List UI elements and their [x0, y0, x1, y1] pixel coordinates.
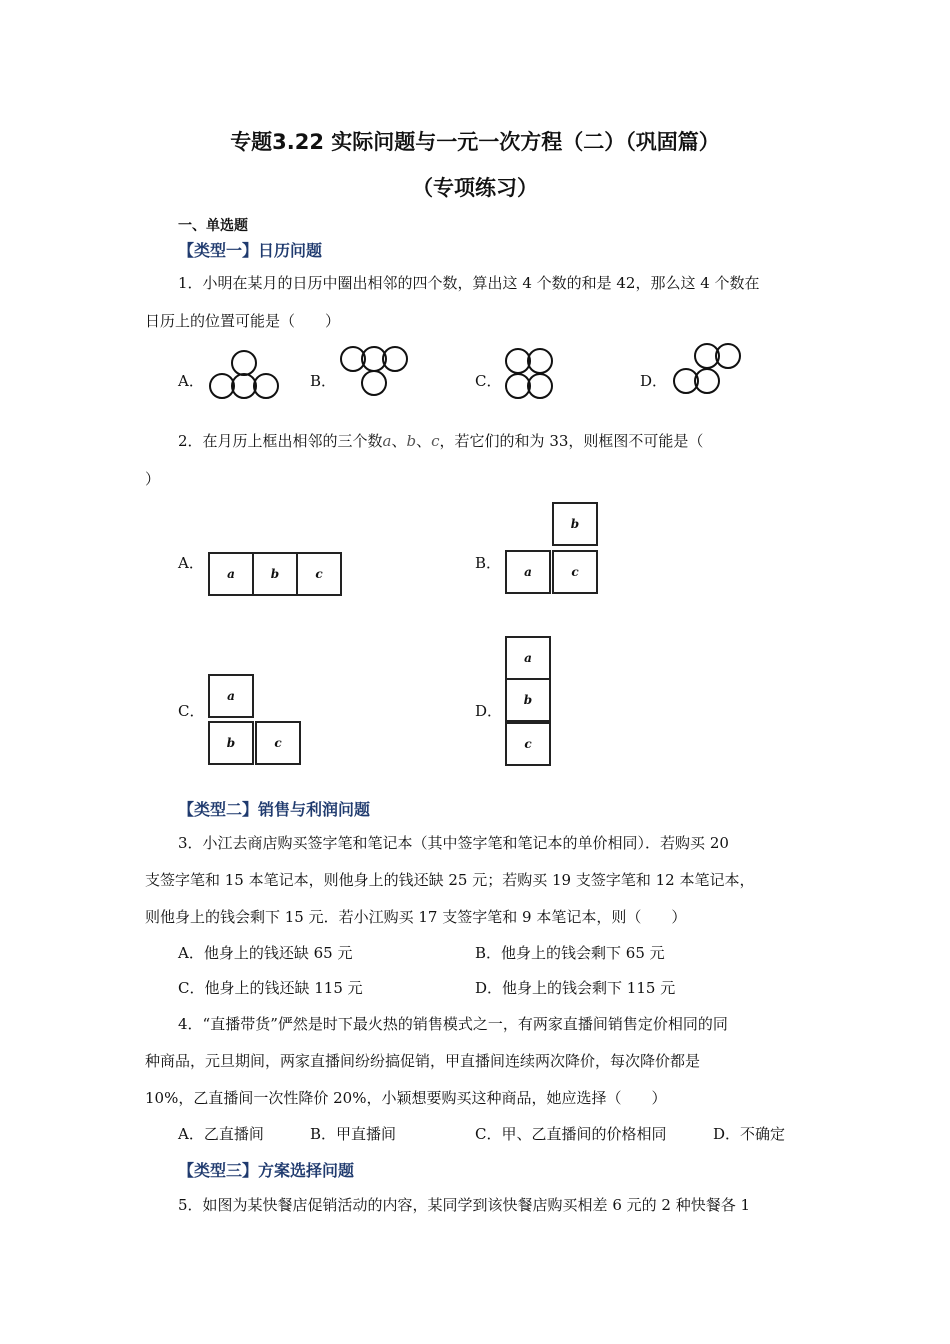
section-heading: 一、单选题 — [178, 218, 248, 234]
q4-option-b: B．甲直播间 — [310, 1125, 397, 1143]
q4-line2: 种商品，元旦期间，两家直播间纷纷搞促销，甲直播间连续两次降价，每次降价都是 — [145, 1052, 701, 1070]
q1-option-b-label: B． — [310, 372, 337, 390]
calendar-circle — [253, 373, 279, 399]
q2-option-b-label: B． — [475, 554, 502, 572]
cell-b: b — [505, 678, 551, 722]
q1-option-c-label: C． — [475, 372, 502, 390]
q3-option-d: D．他身上的钱会剩下 115 元 — [475, 979, 676, 997]
var-c: c — [431, 432, 440, 450]
category-heading-1: 【类型一】日历问题 — [178, 241, 323, 260]
calendar-circle — [382, 346, 408, 372]
page-subtitle: （专项练习） — [412, 176, 538, 200]
q2-line2: ） — [145, 470, 161, 488]
cell-c: c — [255, 721, 301, 765]
q2-suffix: ，若它们的和为 33，则框图不可能是（ — [439, 432, 704, 450]
q3-option-b: B．他身上的钱会剩下 65 元 — [475, 944, 665, 962]
q4-option-a: A．乙直播间 — [178, 1125, 264, 1143]
calendar-circle — [527, 373, 553, 399]
q3-line3: 则他身上的钱会剩下 15 元．若小江购买 17 支签字笔和 9 本笔记本，则（ ） — [145, 908, 687, 926]
q2-prefix: 2．在月历上框出相邻的三个数 — [178, 432, 383, 450]
cell-c: c — [505, 722, 551, 766]
cell-c: c — [296, 552, 342, 596]
q2-option-c-label: C． — [178, 702, 205, 720]
calendar-circle — [527, 348, 553, 374]
category-heading-3: 【类型三】方案选择问题 — [178, 1161, 355, 1180]
q2-option-d-label: D． — [475, 702, 503, 720]
q4-option-d: D．不确定 — [713, 1125, 786, 1143]
q2-option-a-label: A． — [178, 554, 204, 572]
cell-a: a — [505, 550, 551, 594]
calendar-circle — [361, 370, 387, 396]
var-b: b — [406, 432, 417, 450]
q1-line2: 日历上的位置可能是（ ） — [145, 312, 341, 330]
cell-b: b — [252, 552, 298, 596]
cell-c: c — [552, 550, 598, 594]
q3-option-c: C．他身上的钱还缺 115 元 — [178, 979, 363, 997]
page-title: 专题3.22 实际问题与一元一次方程（二）（巩固篇） — [230, 130, 720, 154]
separator: 、 — [391, 432, 407, 450]
q4-option-c: C．甲、乙直播间的价格相同 — [475, 1125, 667, 1143]
var-a: a — [382, 432, 392, 450]
q4-line1: 4．“直播带货”俨然是时下最火热的销售模式之一，有两家直播间销售定价相同的同 — [178, 1015, 728, 1033]
calendar-circle — [694, 368, 720, 394]
q1-option-d-label: D． — [640, 372, 668, 390]
q1-option-a-label: A． — [178, 372, 204, 390]
cell-a: a — [505, 636, 551, 680]
separator: 、 — [416, 432, 432, 450]
q3-option-a: A．他身上的钱还缺 65 元 — [178, 944, 353, 962]
q2-line1 — [178, 430, 703, 451]
calendar-circle — [715, 343, 741, 369]
cell-b: b — [208, 721, 254, 765]
cell-a: a — [208, 674, 254, 718]
category-heading-2: 【类型二】销售与利润问题 — [178, 800, 371, 819]
q4-line3: 10%，乙直播间一次性降价 20%，小颖想要购买这种商品，她应选择（ ） — [145, 1089, 667, 1107]
q3-line2: 支签字笔和 15 本笔记本，则他身上的钱还缺 25 元；若购买 19 支签字笔和 12 本笔记本， — [145, 871, 755, 889]
q3-line1: 3．小江去商店购买签字笔和笔记本（其中签字笔和笔记本的单价相同）．若购买 20 — [178, 834, 729, 852]
q5-line1: 5．如图为某快餐店促销活动的内容，某同学到该快餐店购买相差 6 元的 2 种快餐各 1 — [178, 1196, 751, 1214]
cell-b: b — [552, 502, 598, 546]
q1-line1: 1．小明在某月的日历中圈出相邻的四个数，算出这 4 个数的和是 42，那么这 4 个数在 — [178, 274, 760, 292]
cell-a: a — [208, 552, 254, 596]
